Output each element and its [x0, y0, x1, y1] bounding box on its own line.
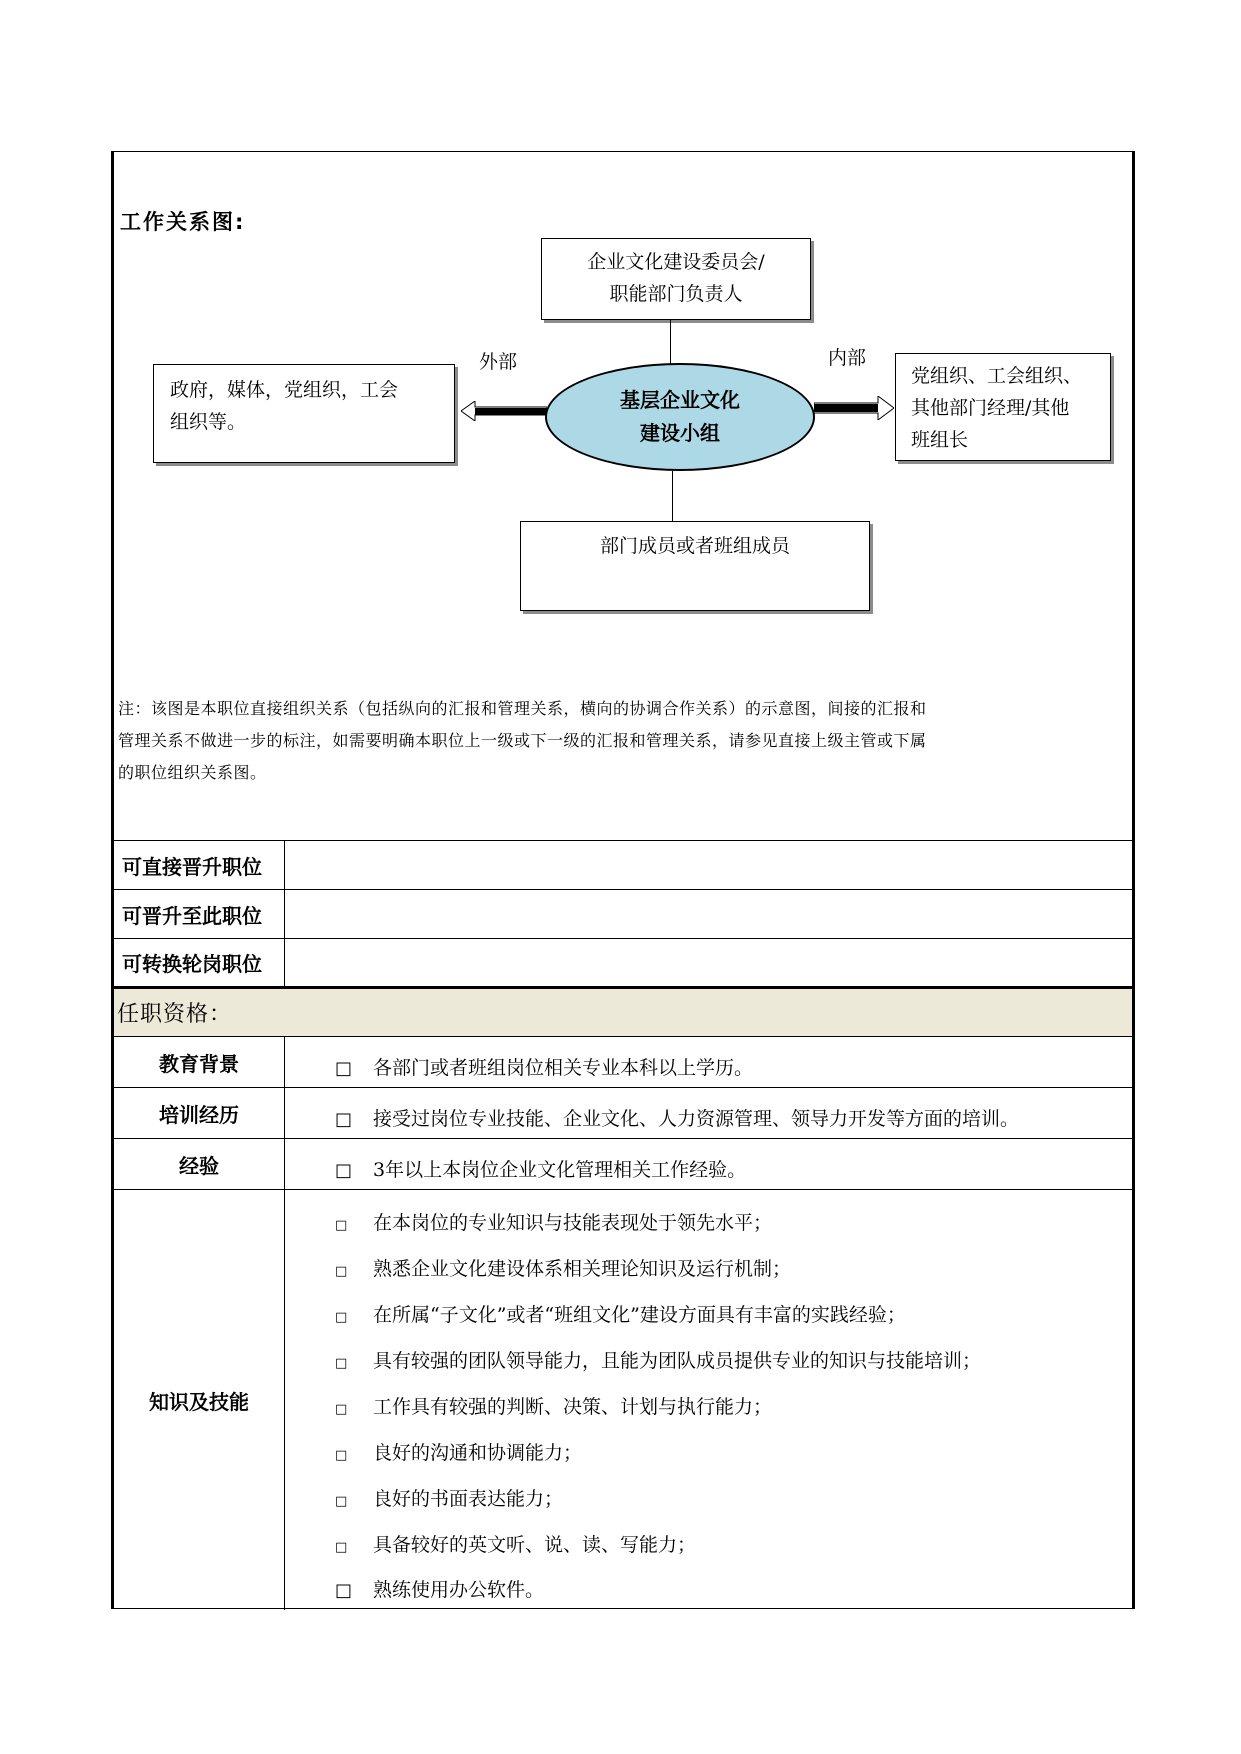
checkbox-icon: □: [335, 1160, 353, 1181]
note-line-3: 的职位组织关系图。: [118, 763, 267, 782]
external-arrow: [461, 401, 547, 421]
career-row: [114, 889, 1132, 938]
training-text: 接受过岗位专业技能、企业文化、人力资源管理、领导力开发等方面的培训。: [373, 1108, 1020, 1130]
skill-item: [335, 1254, 791, 1281]
right-box-line-1: 党组织、工会组织、: [911, 365, 1083, 387]
diagram-note: [118, 693, 1130, 789]
right-box-line-3: 班组长: [911, 429, 969, 451]
center-line-1: 基层企业文化: [620, 388, 740, 412]
right-box-line-2: 其他部门经理/其他: [911, 397, 1070, 419]
checkbox-icon: □: [335, 1356, 348, 1371]
training-row: [114, 1087, 1132, 1138]
experience-row: [114, 1138, 1132, 1189]
skill-item: [335, 1208, 772, 1235]
bottom-box: 部门成员或者班组成员: [520, 521, 870, 611]
checkbox-icon: □: [335, 1448, 348, 1463]
skill-item: [335, 1300, 906, 1327]
section-heading: 工作关系图:: [120, 210, 246, 234]
checkbox-icon: □: [335, 1580, 353, 1601]
top-box: [541, 238, 811, 320]
education-label: 教育背景: [114, 1037, 285, 1087]
experience-item: [335, 1155, 746, 1182]
career-label: 可晋升至此职位: [114, 890, 285, 938]
internal-arrow: [814, 396, 894, 420]
skill-text: 具备较好的英文听、说、读、写能力；: [373, 1534, 697, 1556]
note-line-1: 注：该图是本职位直接组织关系（包括纵向的汇报和管理关系，横向的协调合作关系）的示意图，间接的汇报和: [118, 699, 927, 718]
left-box: [153, 364, 455, 463]
skill-item: [335, 1346, 981, 1373]
career-label: 可转换轮岗职位: [114, 939, 285, 986]
skill-item: [335, 1530, 696, 1557]
checkbox-icon: □: [335, 1494, 348, 1509]
checkbox-icon: □: [335, 1402, 348, 1417]
experience-text: 3年以上本岗位企业文化管理相关工作经验。: [373, 1159, 747, 1181]
skill-item: [335, 1484, 563, 1511]
right-box: [895, 353, 1111, 461]
education-item: [335, 1053, 753, 1080]
checkbox-icon: □: [335, 1058, 353, 1079]
skills-label: 知识及技能: [114, 1190, 285, 1610]
center-line-2: 建设小组: [640, 421, 720, 445]
center-ellipse: [545, 363, 815, 471]
skill-text: 良好的沟通和协调能力；: [373, 1442, 583, 1464]
checkbox-icon: □: [335, 1264, 348, 1279]
note-line-2: 管理关系不做进一步的标注，如需要明确本职位上一级或下一级的汇报和管理关系，请参见直接上级主管或下属: [118, 731, 927, 750]
career-row: [114, 938, 1132, 986]
skills-row: [114, 1189, 1132, 1610]
skill-text: 良好的书面表达能力；: [373, 1488, 564, 1510]
checkbox-icon: □: [335, 1310, 348, 1325]
skill-text: 工作具有较强的判断、决策、计划与执行能力；: [373, 1396, 773, 1418]
connector-bottom: [672, 471, 673, 521]
skill-text: 熟悉企业文化建设体系相关理论知识及运行机制；: [373, 1258, 792, 1280]
skill-text: 在所属“子文化”或者“班组文化”建设方面具有丰富的实践经验；: [373, 1304, 906, 1326]
skill-item: [335, 1575, 544, 1602]
external-label: 外部: [479, 351, 518, 373]
career-label: 可直接晋升职位: [114, 841, 285, 889]
checkbox-icon: □: [335, 1540, 348, 1555]
experience-label: 经验: [114, 1139, 285, 1189]
left-box-line-2: 组织等。: [170, 411, 247, 433]
skill-item: [335, 1438, 582, 1465]
checkbox-icon: □: [335, 1109, 353, 1130]
education-text: 各部门或者班组岗位相关专业本科以上学历。: [373, 1057, 754, 1079]
skill-text: 熟练使用办公软件。: [373, 1579, 545, 1601]
skill-text: 在本岗位的专业知识与技能表现处于领先水平；: [373, 1212, 773, 1234]
top-box-line-2: 职能部门负责人: [609, 283, 743, 305]
training-label: 培训经历: [114, 1088, 285, 1138]
qualifications-header: 任职资格：: [114, 986, 1132, 1036]
education-row: [114, 1036, 1132, 1087]
top-box-line-1: 企业文化建设委员会/: [587, 251, 765, 273]
skill-text: 具有较强的团队领导能力，且能为团队成员提供专业的知识与技能培训；: [373, 1350, 982, 1372]
left-box-line-1: 政府，媒体，党组织，工会: [170, 379, 399, 401]
internal-label: 内部: [828, 347, 867, 369]
training-item: [335, 1104, 1019, 1131]
career-row: [114, 840, 1132, 889]
job-description-page: [111, 151, 1135, 1609]
skill-item: [335, 1392, 772, 1419]
connector-top: [670, 320, 671, 364]
checkbox-icon: □: [335, 1218, 348, 1233]
